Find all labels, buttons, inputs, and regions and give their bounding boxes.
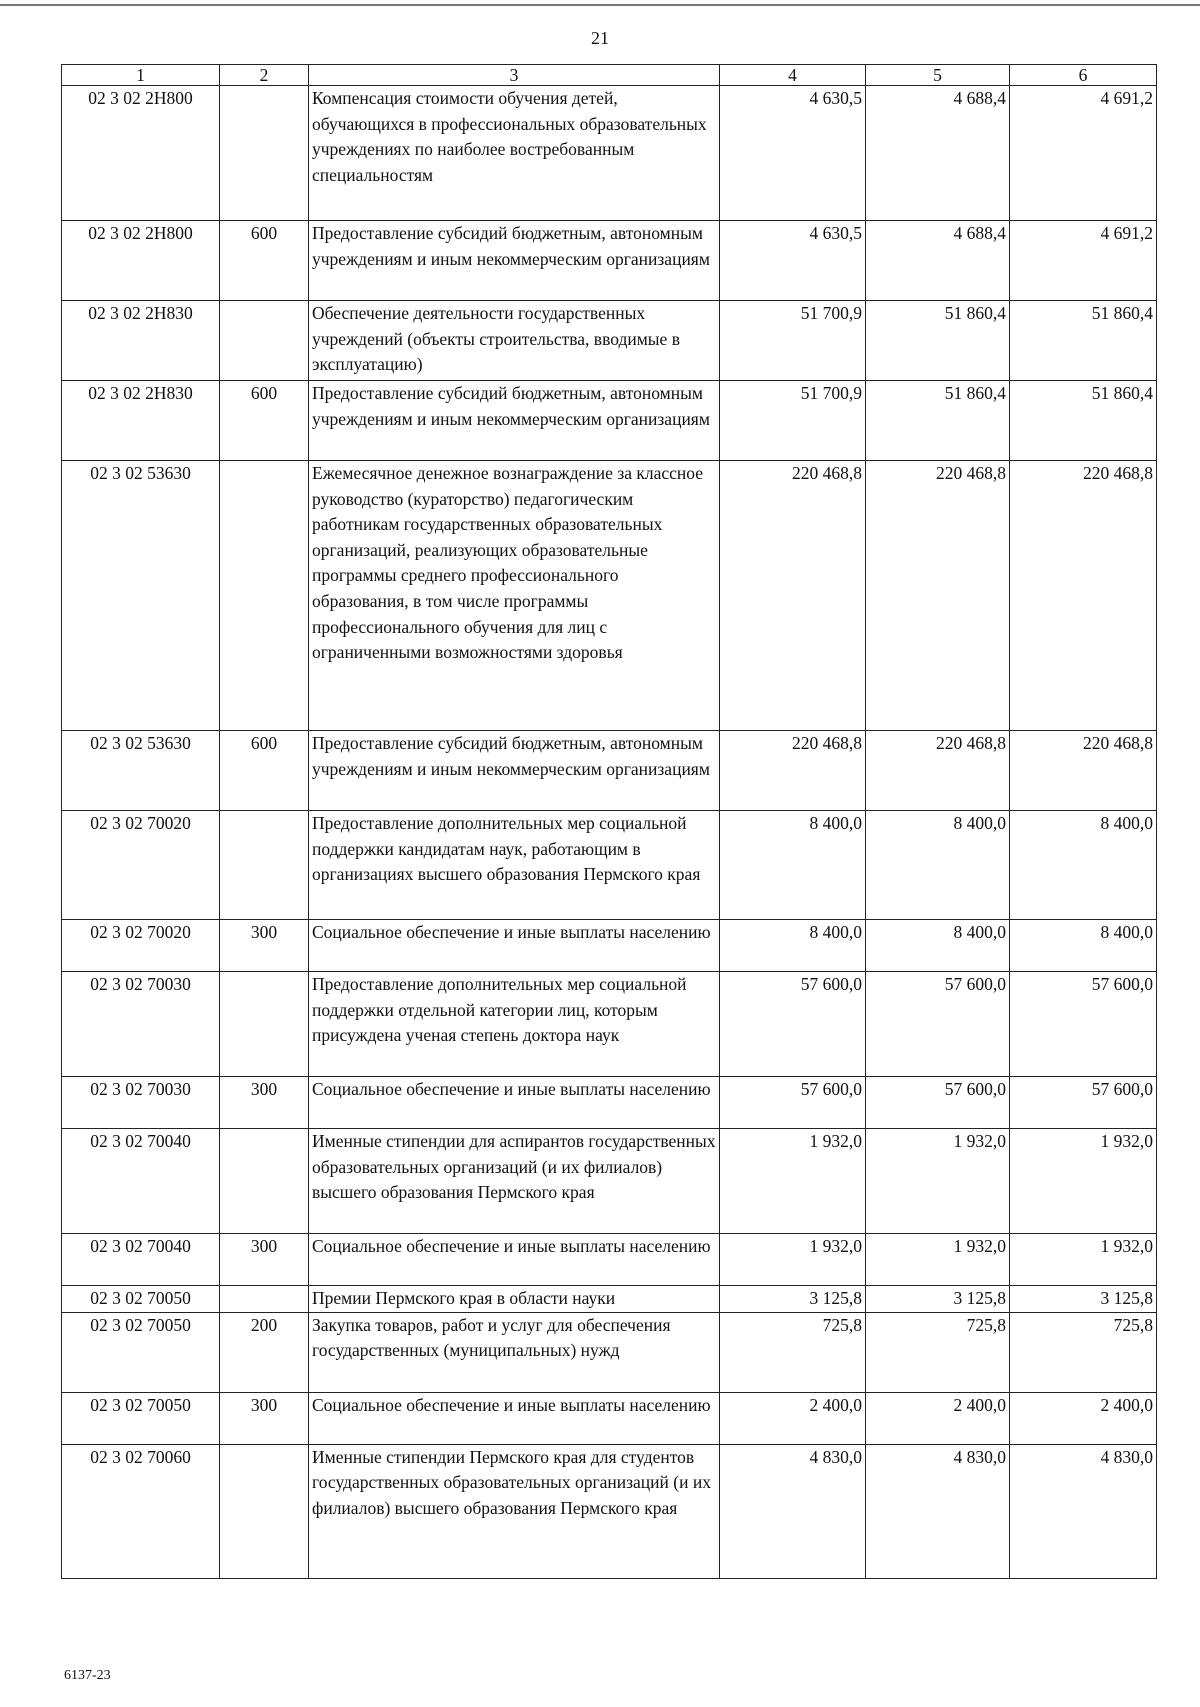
row-value-col5: 57 600,0 [866, 1077, 1010, 1129]
row-value-col4: 57 600,0 [720, 972, 866, 1077]
row-item-name: Компенсация стоимости обучения детей, обучающихся в профессиональных образовательных учреждениях по наиболее востребованным специальностям [309, 86, 720, 221]
row-code: 02 3 02 70040 [62, 1234, 220, 1286]
row-expense-type [220, 1129, 309, 1234]
table-row [62, 1312, 1157, 1392]
row-value-col5: 4 688,4 [866, 221, 1010, 301]
row-value-col6: 725,8 [1010, 1312, 1157, 1392]
row-item-name: Именные стипендии для аспирантов государственных образовательных организаций (и их филиалов) высшего образования Пермского края [309, 1129, 720, 1234]
row-item-name: Социальное обеспечение и иные выплаты населению [309, 920, 720, 972]
row-code: 02 3 02 70030 [62, 1077, 220, 1129]
row-code: 02 3 02 70040 [62, 1129, 220, 1234]
row-value-col5: 4 688,4 [866, 86, 1010, 221]
row-code: 02 3 02 2Н830 [62, 381, 220, 461]
row-value-col6: 3 125,8 [1010, 1286, 1157, 1313]
row-value-col6: 220 468,8 [1010, 731, 1157, 811]
row-value-col6: 4 691,2 [1010, 86, 1157, 221]
page-number: 21 [591, 28, 609, 48]
document-code: 6137-23 [64, 1668, 111, 1683]
row-expense-type: 300 [220, 1392, 309, 1444]
header-col-2: 2 [220, 65, 309, 86]
row-value-col4: 3 125,8 [720, 1286, 866, 1313]
row-expense-type: 300 [220, 1077, 309, 1129]
row-value-col4: 57 600,0 [720, 1077, 866, 1129]
table-row [62, 461, 1157, 731]
row-item-name: Премии Пермского края в области науки [309, 1286, 720, 1313]
table-row [62, 920, 1157, 972]
row-expense-type: 200 [220, 1312, 309, 1392]
row-item-name: Обеспечение деятельности государственных учреждений (объекты строительства, вводимые в эксплуатацию) [309, 301, 720, 381]
row-expense-type [220, 811, 309, 920]
table-row [62, 1392, 1157, 1444]
row-value-col6: 220 468,8 [1010, 461, 1157, 731]
table-row [62, 1286, 1157, 1313]
row-value-col5: 3 125,8 [866, 1286, 1010, 1313]
table-row [62, 811, 1157, 920]
table-row [62, 221, 1157, 301]
row-value-col4: 8 400,0 [720, 920, 866, 972]
row-value-col5: 8 400,0 [866, 920, 1010, 972]
row-code: 02 3 02 70030 [62, 972, 220, 1077]
row-expense-type [220, 1286, 309, 1313]
row-code: 02 3 02 53630 [62, 731, 220, 811]
row-expense-type [220, 461, 309, 731]
row-code: 02 3 02 70050 [62, 1286, 220, 1313]
table-row [62, 381, 1157, 461]
row-item-name: Предоставление субсидий бюджетным, автономным учреждениям и иным некоммерческим организациям [309, 221, 720, 301]
row-value-col6: 51 860,4 [1010, 301, 1157, 381]
header-row [62, 65, 1157, 86]
budget-table [61, 64, 1157, 1579]
row-expense-type [220, 972, 309, 1077]
row-value-col4: 2 400,0 [720, 1392, 866, 1444]
row-value-col6: 57 600,0 [1010, 972, 1157, 1077]
row-value-col4: 1 932,0 [720, 1129, 866, 1234]
row-code: 02 3 02 2Н800 [62, 86, 220, 221]
row-value-col5: 220 468,8 [866, 461, 1010, 731]
row-expense-type [220, 301, 309, 381]
row-item-name: Предоставление дополнительных мер социальной поддержки кандидатам наук, работающим в организациях высшего образования Пермского края [309, 811, 720, 920]
header-col-6: 6 [1010, 65, 1157, 86]
row-item-name: Предоставление дополнительных мер социальной поддержки отдельной категории лиц, которым присуждена ученая степень доктора наук [309, 972, 720, 1077]
header-col-4: 4 [720, 65, 866, 86]
row-value-col4: 1 932,0 [720, 1234, 866, 1286]
row-value-col4: 725,8 [720, 1312, 866, 1392]
row-item-name: Социальное обеспечение и иные выплаты населению [309, 1077, 720, 1129]
table-row [62, 1129, 1157, 1234]
row-code: 02 3 02 2Н800 [62, 221, 220, 301]
row-value-col4: 220 468,8 [720, 461, 866, 731]
row-value-col6: 57 600,0 [1010, 1077, 1157, 1129]
header-col-3: 3 [309, 65, 720, 86]
row-value-col6: 8 400,0 [1010, 920, 1157, 972]
row-value-col4: 8 400,0 [720, 811, 866, 920]
row-item-name: Социальное обеспечение и иные выплаты населению [309, 1392, 720, 1444]
row-item-name: Ежемесячное денежное вознаграждение за классное руководство (кураторство) педагогическим работникам государственных образовательных организаций, реализующих образовательные программы среднего профессионального образования, в том числе программы профессионального обучения для лиц с ограниченными возможностями здоровья [309, 461, 720, 731]
table-row [62, 301, 1157, 381]
row-expense-type [220, 1444, 309, 1578]
row-value-col4: 4 830,0 [720, 1444, 866, 1578]
row-value-col6: 1 932,0 [1010, 1234, 1157, 1286]
header-col-1: 1 [62, 65, 220, 86]
row-value-col4: 4 630,5 [720, 221, 866, 301]
header-col-5: 5 [866, 65, 1010, 86]
row-code: 02 3 02 70020 [62, 920, 220, 972]
row-value-col5: 8 400,0 [866, 811, 1010, 920]
table-header [62, 65, 1157, 86]
row-expense-type [220, 86, 309, 221]
row-expense-type: 600 [220, 381, 309, 461]
row-code: 02 3 02 70060 [62, 1444, 220, 1578]
row-expense-type: 600 [220, 221, 309, 301]
row-value-col6: 51 860,4 [1010, 381, 1157, 461]
row-item-name: Социальное обеспечение и иные выплаты населению [309, 1234, 720, 1286]
row-value-col5: 51 860,4 [866, 301, 1010, 381]
row-expense-type: 300 [220, 1234, 309, 1286]
row-value-col6: 8 400,0 [1010, 811, 1157, 920]
row-value-col4: 51 700,9 [720, 301, 866, 381]
table-row [62, 1444, 1157, 1578]
row-value-col6: 1 932,0 [1010, 1129, 1157, 1234]
row-code: 02 3 02 70020 [62, 811, 220, 920]
row-value-col6: 4 691,2 [1010, 221, 1157, 301]
row-value-col5: 1 932,0 [866, 1234, 1010, 1286]
row-value-col4: 4 630,5 [720, 86, 866, 221]
row-value-col6: 4 830,0 [1010, 1444, 1157, 1578]
row-code: 02 3 02 70050 [62, 1392, 220, 1444]
row-item-name: Именные стипендии Пермского края для студентов государственных образовательных организаций (и их филиалов) высшего образования Пермского края [309, 1444, 720, 1578]
row-value-col4: 51 700,9 [720, 381, 866, 461]
table-row [62, 1234, 1157, 1286]
table-body [62, 86, 1157, 1579]
row-expense-type: 300 [220, 920, 309, 972]
row-value-col5: 51 860,4 [866, 381, 1010, 461]
row-item-name: Предоставление субсидий бюджетным, автономным учреждениям и иным некоммерческим организациям [309, 731, 720, 811]
row-value-col4: 220 468,8 [720, 731, 866, 811]
row-value-col5: 725,8 [866, 1312, 1010, 1392]
row-code: 02 3 02 70050 [62, 1312, 220, 1392]
table-row [62, 731, 1157, 811]
row-item-name: Предоставление субсидий бюджетным, автономным учреждениям и иным некоммерческим организациям [309, 381, 720, 461]
row-item-name: Закупка товаров, работ и услуг для обеспечения государственных (муниципальных) нужд [309, 1312, 720, 1392]
row-value-col5: 220 468,8 [866, 731, 1010, 811]
row-value-col5: 1 932,0 [866, 1129, 1010, 1234]
row-expense-type: 600 [220, 731, 309, 811]
table-row [62, 86, 1157, 221]
row-code: 02 3 02 2Н830 [62, 301, 220, 381]
row-value-col6: 2 400,0 [1010, 1392, 1157, 1444]
row-code: 02 3 02 53630 [62, 461, 220, 731]
row-value-col5: 2 400,0 [866, 1392, 1010, 1444]
table-row [62, 1077, 1157, 1129]
table-row [62, 972, 1157, 1077]
row-value-col5: 4 830,0 [866, 1444, 1010, 1578]
top-scan-rule [0, 4, 1200, 6]
row-value-col5: 57 600,0 [866, 972, 1010, 1077]
